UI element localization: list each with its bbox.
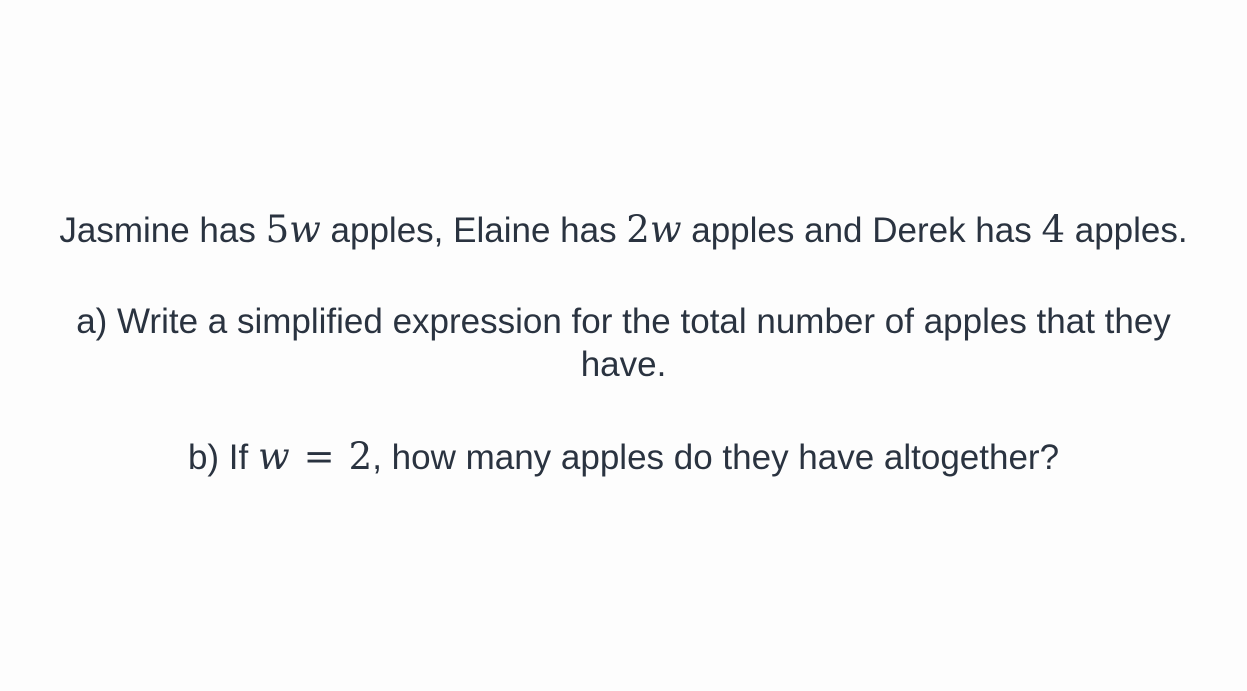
math-2w-variable: w	[649, 208, 682, 251]
math-4: 4	[1041, 208, 1066, 251]
math-value-2: 2	[348, 435, 373, 478]
intro-text-2: apples, Elaine has	[320, 211, 627, 250]
part-a-line-2: have.	[580, 345, 667, 384]
math-w-variable: w	[257, 435, 290, 478]
part-b-text-2: , how many apples do they have altogether?	[372, 438, 1060, 477]
intro-text-3: apples and Derek has	[681, 211, 1042, 250]
intro-text-1: Jasmine has	[59, 211, 266, 250]
math-5w-coefficient: 5	[265, 208, 290, 251]
intro-text-4: apples.	[1065, 211, 1188, 250]
part-a-line-1: a) Write a simplified expression for the total number of apples that they	[76, 302, 1171, 341]
math-equals-sign: =	[303, 435, 335, 478]
part-b-text-1: b) If	[187, 438, 258, 477]
part-b-sentence	[0, 435, 1247, 479]
intro-sentence	[0, 208, 1247, 252]
math-2w-coefficient: 2	[626, 208, 650, 251]
math-5w-variable: w	[289, 208, 321, 251]
